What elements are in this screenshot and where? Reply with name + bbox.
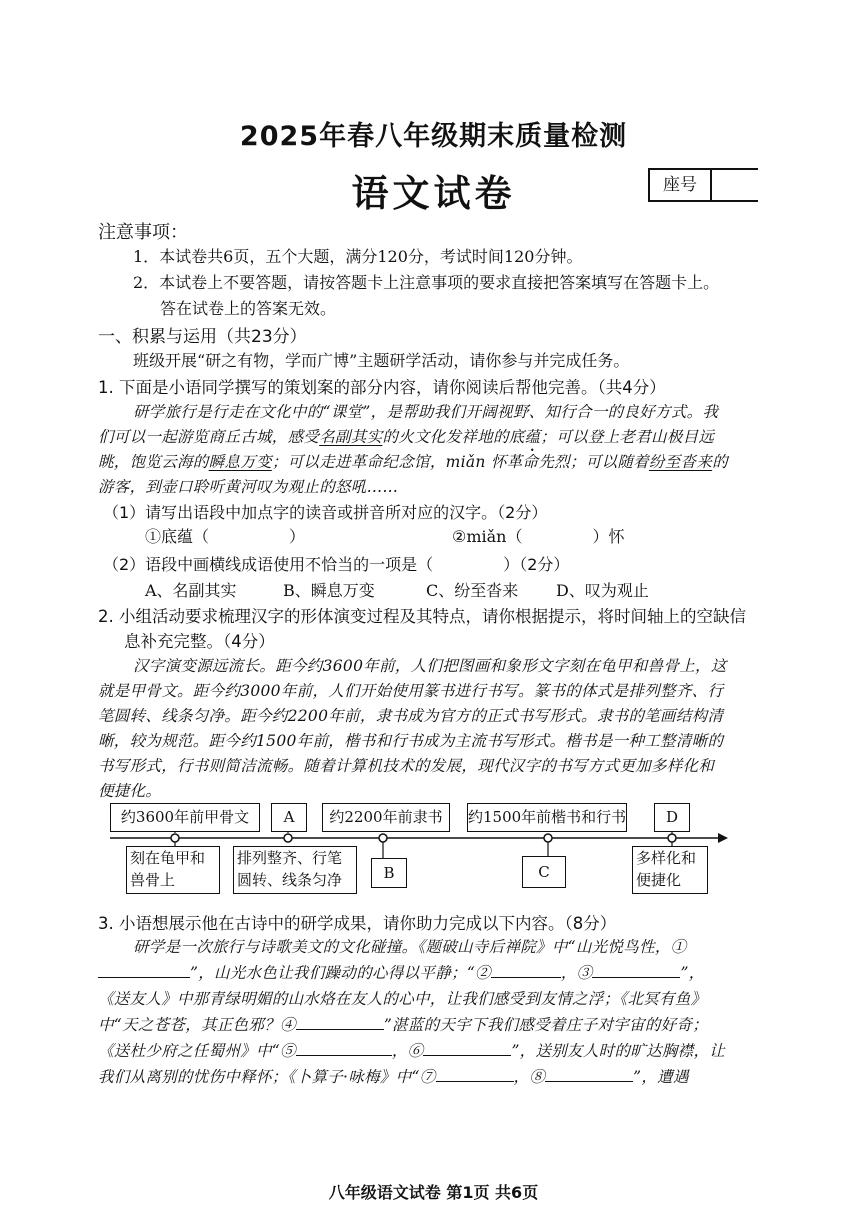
timeline-blank-a: A: [271, 803, 307, 832]
q1-passage-line-3: 眺，饱览云海的瞬息万变；可以走进革命纪念馆，miǎn 怀革命先烈；可以随着纷至沓来的: [98, 453, 728, 471]
notice-item-2-cont: 答在试卷上的答案无效。: [160, 299, 337, 318]
timeline-box-clerical: 约2200年前隶书: [322, 803, 450, 832]
q2-passage-line-6: 便捷化。: [98, 782, 162, 800]
idiom-underlined-3: 纷至沓来: [648, 453, 713, 471]
q1-sub-1-a: ①底蕴（ ）: [145, 527, 306, 546]
page-footer: 八年级语文试卷 第1页 共6页: [328, 1183, 539, 1202]
q1-passage-line-2: 们可以一起游览商丘古城，感受名副其实的火文化发祥地的底蕴；可以登上老君山极目远: [98, 428, 715, 446]
timeline-blank-c: C: [522, 856, 566, 888]
notice-heading: 注意事项：: [98, 222, 188, 243]
question-1-stem: 1. 下面是小语同学撰写的策划案的部分内容，请你阅读后帮他完善。（共4分）: [98, 378, 666, 397]
q1-sub-1-b: ②miǎn（ ）怀: [452, 527, 625, 546]
answer-blank-6[interactable]: [423, 1039, 511, 1056]
answer-blank-2[interactable]: [491, 961, 561, 978]
answer-blank-3[interactable]: [592, 961, 680, 978]
q1-passage-line-4: 游客，到壶口聆听黄河叹为观止的怒吼……: [98, 478, 399, 496]
q2-passage-line-1: 汉字演变源远流长。距今约3600年前，人们把图画和象形文字刻在龟甲和兽骨上，这: [133, 657, 727, 675]
q3-line-5: 《送杜少府之任蜀州》中“⑤ ，⑥ ”，送别友人时的旷达胸襟，让: [98, 1039, 725, 1061]
q1-sub-1: （1）请写出语段中加点字的读音或拼音所对应的汉字。（2分）: [103, 503, 548, 522]
q3-line-3: 《送友人》中那青绿明媚的山水烙在友人的心中，让我们感受到友情之浮；《北冥有鱼》: [98, 990, 707, 1008]
timeline-blank-b: B: [371, 858, 407, 888]
answer-blank-4[interactable]: [296, 1013, 384, 1030]
q1-option-c: C、纷至沓来: [426, 581, 519, 600]
question-2-stem-1: 2. 小组活动要求梳理汉字的形体演变过程及其特点，请你根据提示，将时间轴上的空缺信: [98, 607, 746, 626]
section-1-heading: 一、积累与运用（共23分）: [98, 327, 307, 347]
timeline-node: [668, 834, 676, 842]
q2-passage-line-4: 晰，较为规范。距今约1500年前，楷书和行书成为主流书写形式。楷书是一种工整清晰的: [98, 732, 724, 750]
question-2-stem-2: 息补充完整。（4分）: [124, 632, 275, 651]
section-1-intro: 班级开展“研之有物，学而广博”主题研学活动，请你参与并完成任务。: [133, 351, 630, 370]
idiom-underlined-2: 瞬息万变: [208, 453, 272, 471]
timeline-box-oracle-bone: 约3600年前甲骨文: [110, 803, 260, 832]
q3-line-1: 研学是一次旅行与诗歌美文的文化碰撞。《题破山寺后禅院》中“山光悦鸟性，①: [133, 938, 687, 956]
timeline-node: [171, 834, 179, 842]
q3-line-2: ”，山光水色让我们躁动的心得以平静；“② ，③ ”，: [98, 961, 705, 983]
idiom-underlined-1: 名副其实: [319, 428, 383, 446]
question-3-stem: 3. 小语想展示他在古诗中的研学成果，请你助力完成以下内容。（8分）: [98, 914, 617, 933]
timeline-node: [544, 834, 552, 842]
q2-passage-line-2: 就是甲骨文。距今约3000年前，人们开始使用篆书进行书写。篆书的体式是排列整齐、行: [98, 682, 724, 700]
seat-number-label: 座号: [650, 170, 712, 200]
arrow-head-icon: [718, 833, 728, 843]
answer-blank-8[interactable]: [545, 1065, 633, 1082]
timeline-box-modern: 多样化和 便捷化: [632, 846, 708, 894]
timeline-node: [379, 834, 387, 842]
answer-blank-7[interactable]: [436, 1065, 514, 1082]
timeline-blank-d: D: [654, 803, 690, 832]
q1-sub-2: （2）语段中画横线成语使用不恰当的一项是（ ）（2分）: [103, 555, 570, 574]
answer-blank-5[interactable]: [296, 1039, 392, 1056]
q2-passage-line-5: 书写形式，行书则简洁流畅。随着计算机技术的发展，现代汉字的书写方式更加多样化和: [98, 757, 715, 775]
timeline-box-carved: 刻在龟甲和 兽骨上: [126, 846, 220, 894]
notice-item-2: 2．本试卷上不要答题，请按答题卡上注意事项的要求直接把答案填写在答题卡上。: [133, 273, 720, 292]
q1-passage-line-1: 研学旅行是行走在文化中的“课堂”，是帮助我们开阔视野、知行合一的良好方式。我: [133, 403, 719, 421]
exam-subtitle: 语文试卷: [351, 172, 516, 215]
dotted-character: 蕴: [524, 428, 541, 446]
timeline-box-seal-traits: 排列整齐、行笔 圆转、线条匀净: [233, 846, 357, 894]
q3-line-4: 中“天之苍苍，其正色邪？④ ”湛蓝的天宇下我们感受着庄子对宇宙的好奇；: [98, 1013, 708, 1035]
q3-line-6: 我们从离别的忧伤中释怀；《卜算子·咏梅》中“⑦ ，⑧ ”，遭遇: [98, 1065, 689, 1087]
exam-title: 2025年春八年级期末质量检测: [239, 121, 628, 152]
q1-option-d: D、叹为观止: [556, 581, 649, 600]
timeline-node: [284, 834, 292, 842]
q1-option-a: A、名副其实: [145, 581, 237, 600]
q1-option-b: B、瞬息万变: [283, 581, 375, 600]
answer-blank-1[interactable]: [98, 961, 190, 978]
timeline-box-regular-running: 约1500年前楷书和行书: [467, 803, 627, 832]
notice-item-1: 1．本试卷共6页，五个大题，满分120分，考试时间120分钟。: [133, 247, 583, 266]
q2-passage-line-3: 笔圆转、线条匀净。距今约2200年前，隶书成为官方的正式书写形式。隶书的笔画结构清: [98, 707, 724, 725]
